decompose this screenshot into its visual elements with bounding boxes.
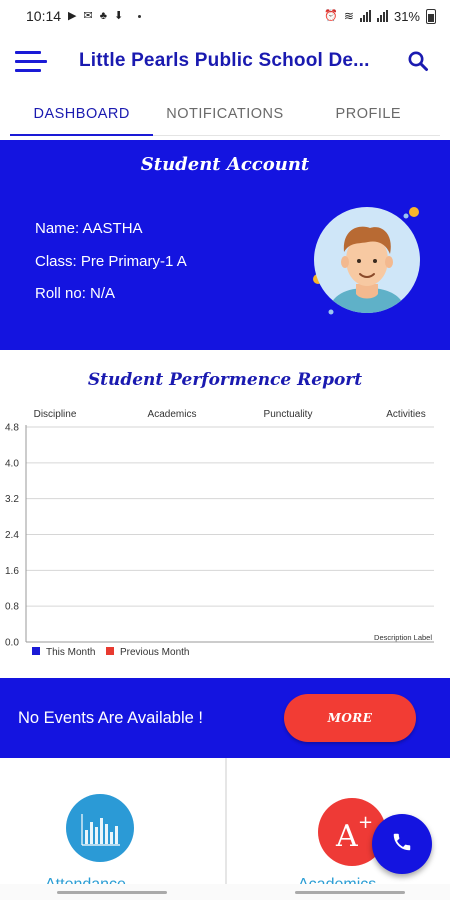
legend-label: Previous Month — [120, 647, 190, 658]
hamburger-menu-icon[interactable] — [15, 47, 47, 75]
legend-swatch — [106, 647, 114, 655]
student-roll: Roll no: N/A — [35, 285, 116, 302]
performance-title: Student Performence Report — [87, 370, 363, 390]
tab-notifications[interactable]: NOTIFICATIONS — [166, 105, 284, 122]
call-fab-button[interactable] — [372, 814, 432, 874]
phone-icon — [391, 831, 413, 858]
student-avatar-icon — [304, 204, 430, 320]
app-bar — [0, 32, 450, 90]
battery-icon — [426, 9, 436, 24]
events-banner — [0, 678, 450, 758]
teams-icon: ♣ — [99, 9, 107, 22]
y-tick-label: 4.8 — [5, 422, 19, 434]
status-bar — [0, 0, 450, 32]
app-title: Little Pearls Public School De... — [79, 50, 370, 71]
description-label: Description Label — [374, 633, 432, 642]
signal-2-icon — [377, 10, 388, 22]
y-tick-label: 2.4 — [5, 530, 19, 541]
y-tick-label: 3.2 — [5, 494, 19, 506]
events-message: No Events Are Available ! — [18, 709, 203, 727]
tab-bar — [10, 92, 440, 136]
system-nav-bar — [0, 884, 450, 900]
wifi-icon: ≋ — [343, 9, 354, 23]
account-title: Student Account — [140, 154, 310, 175]
tile-divider — [225, 758, 227, 900]
message-icon: ✉ — [83, 9, 93, 22]
svg-text:+: + — [358, 812, 374, 833]
y-tick-label: 0.0 — [5, 637, 19, 649]
nav-handle-left — [57, 891, 167, 894]
category-label: Academics — [147, 409, 197, 420]
legend-swatch — [32, 647, 40, 655]
youtube-icon: ▶ — [68, 9, 77, 22]
student-account-card — [0, 140, 450, 350]
category-label: Punctuality — [263, 409, 313, 420]
signal-icon — [360, 10, 371, 22]
performance-chart — [0, 398, 450, 668]
student-name: Name: AASTHA — [35, 220, 143, 237]
svg-text:A: A — [336, 819, 358, 854]
category-label: Discipline — [33, 409, 77, 420]
legend-label: This Month — [46, 647, 96, 658]
y-tick-label: 4.0 — [5, 458, 19, 470]
notification-dot-icon — [138, 15, 141, 18]
download-icon: ⬇ — [113, 9, 124, 22]
attendance-chart-icon — [66, 794, 134, 862]
status-right — [324, 9, 436, 24]
search-icon[interactable] — [407, 50, 429, 72]
status-time: 10:14 — [26, 8, 62, 24]
y-tick-label: 1.6 — [5, 565, 19, 577]
battery-percent: 31% — [393, 8, 420, 24]
y-tick-label: 0.8 — [5, 601, 19, 613]
nav-handle-right — [295, 891, 405, 894]
more-button[interactable]: MORE — [284, 694, 416, 742]
tab-dashboard[interactable]: DASHBOARD — [10, 92, 153, 135]
student-class: Class: Pre Primary-1 A — [35, 253, 187, 270]
tab-profile[interactable]: PROFILE — [335, 105, 402, 122]
category-label: Activities — [386, 409, 426, 420]
alarm-icon: ⏰ — [324, 9, 338, 22]
status-left — [26, 8, 141, 24]
